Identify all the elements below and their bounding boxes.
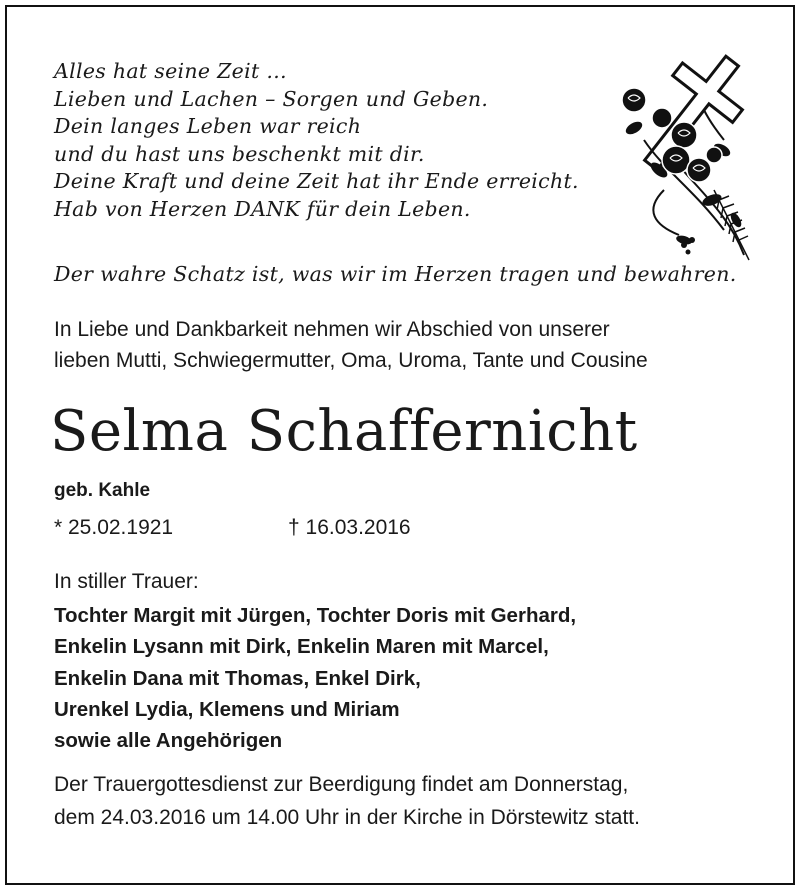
intro-line: In Liebe und Dankbarkeit nehmen wir Abschied von unserer: [54, 318, 610, 341]
mourners-line: Urenkel Lydia, Klemens und Miriam: [54, 697, 400, 721]
mourners-line: Enkelin Lysann mit Dirk, Enkelin Maren mit Marcel,: [54, 635, 549, 659]
service-line: dem 24.03.2016 um 14.00 Uhr in der Kirche in Dörstewitz statt.: [54, 806, 640, 829]
poem-line: Dein langes Leben war reich: [54, 114, 362, 139]
mourners-list: [54, 600, 576, 756]
quote: Der wahre Schatz ist, was wir im Herzen tragen und bewahren.: [54, 262, 737, 286]
poem-line: Alles hat seine Zeit …: [54, 59, 288, 83]
birth-date: * 25.02.1921: [54, 516, 174, 539]
poem: [54, 58, 579, 224]
poem-line: Lieben und Lachen – Sorgen und Geben.: [54, 86, 489, 111]
poem-line: und du hast uns beschenkt mit dir.: [54, 141, 425, 166]
poem-line: Hab von Herzen DANK für dein Leben.: [54, 196, 471, 221]
maiden-name: geb. Kahle: [54, 480, 151, 501]
intro-line: lieben Mutti, Schwiegermutter, Oma, Uroma, Tante und Cousine: [54, 349, 648, 372]
mourners-line: Enkelin Dana mit Thomas, Enkel Dirk,: [54, 666, 421, 690]
cross-with-roses-icon: [604, 40, 754, 262]
mourners-line: sowie alle Angehörigen: [54, 729, 283, 753]
poem-line: Deine Kraft und deine Zeit hat ihr Ende erreicht.: [54, 169, 579, 194]
mourning-label: In stiller Trauer:: [54, 570, 199, 593]
deceased-name: Selma Schaffernicht: [50, 399, 638, 464]
intro-text: [54, 314, 648, 376]
mourners-line: Tochter Margit mit Jürgen, Tochter Doris mit Gerhard,: [54, 604, 577, 627]
death-date: † 16.03.2016: [288, 516, 411, 539]
service-info: [54, 768, 640, 834]
service-line: Der Trauergottesdienst zur Beerdigung findet am Donnerstag,: [54, 773, 629, 796]
